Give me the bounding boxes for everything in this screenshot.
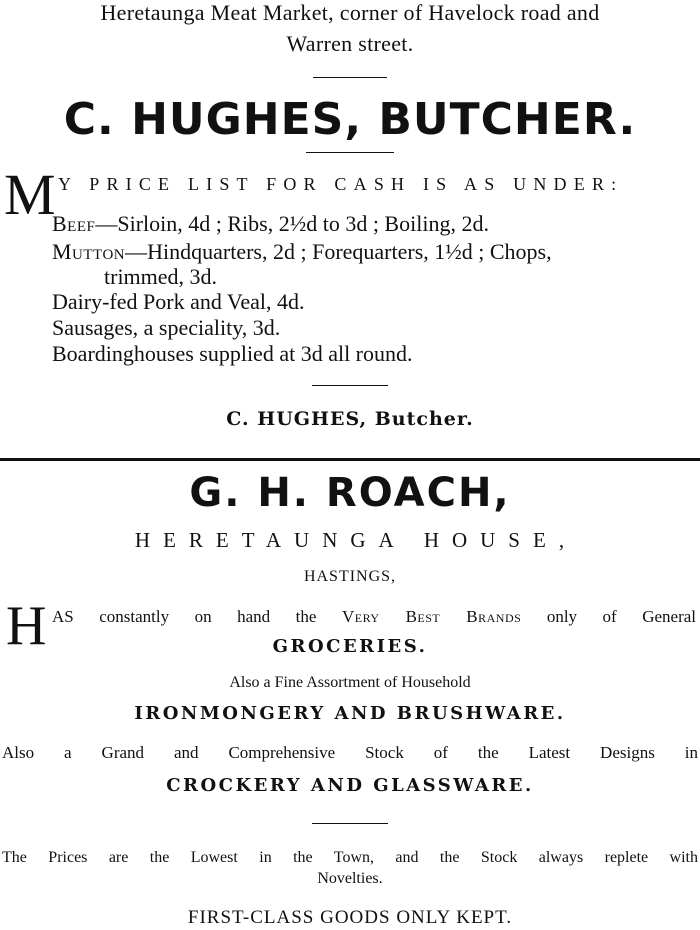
section-divider [0, 458, 700, 461]
roach-dropcap: H [6, 595, 47, 657]
price-item-label: Beef [52, 211, 96, 236]
roach-line1 [52, 607, 696, 627]
price-item-beef [52, 211, 489, 237]
hughes-intro-line1: Heretaunga Meat Market, corner of Havelock road and [100, 0, 600, 25]
price-item-mutton [52, 239, 552, 265]
hughes-signature: C. HUGHES, Butcher. [226, 408, 474, 430]
roach-crockery: CROCKERY AND GLASSWARE. [166, 775, 534, 796]
roach-ironmongery: IRONMONGERY AND BRUSHWARE. [134, 703, 566, 724]
roach-place: HASTINGS, [303, 568, 397, 585]
price-item-sausages: Sausages, a speciality, 3d. [52, 315, 281, 340]
price-item-text: —Hindquarters, 2d ; Forequarters, 1½d ; Chops, [125, 239, 552, 264]
roach-groceries: GROCERIES. [272, 636, 428, 657]
hughes-lead-line: Y PRICE LIST FOR CASH IS AS UNDER: [58, 174, 624, 194]
divider [313, 77, 387, 78]
roach-title: G. H. ROACH, [189, 470, 511, 516]
price-item-text: —Sirloin, 4d ; Ribs, 2½d to 3d ; Boiling, 2d. [95, 211, 489, 236]
roach-also-household: Also a Fine Assortment of Household [229, 674, 471, 691]
price-item-boardinghouses: Boardinghouses supplied at 3d all round. [52, 341, 413, 366]
roach-footer: FIRST-CLASS GOODS ONLY KEPT. [187, 907, 513, 928]
divider [312, 823, 388, 824]
divider [312, 385, 388, 386]
price-item-pork: Dairy-fed Pork and Veal, 4d. [52, 289, 305, 314]
roach-also-grand: Also a Grand and Comprehensive Stock of the Latest Designs in [2, 743, 698, 762]
price-item-chops-cont: trimmed, 3d. [104, 264, 218, 289]
hughes-intro-line2: Warren street. [286, 31, 414, 56]
roach-prices-line1: The Prices are the Lowest in the Town, and the Stock always replete with [2, 849, 698, 866]
divider [306, 152, 394, 153]
price-item-label: Mutton [52, 239, 126, 264]
roach-very-best-brands: Very Best Brands [341, 607, 522, 626]
roach-line1-end: only of General [546, 607, 697, 626]
roach-line1-start: AS constantly on hand the [52, 607, 317, 626]
hughes-title: C. HUGHES, BUTCHER. [63, 94, 637, 145]
hughes-dropcap: M [4, 162, 56, 227]
roach-prices-line2: Novelties. [317, 870, 383, 887]
roach-house: HERETAUNGA HOUSE, [134, 528, 578, 552]
